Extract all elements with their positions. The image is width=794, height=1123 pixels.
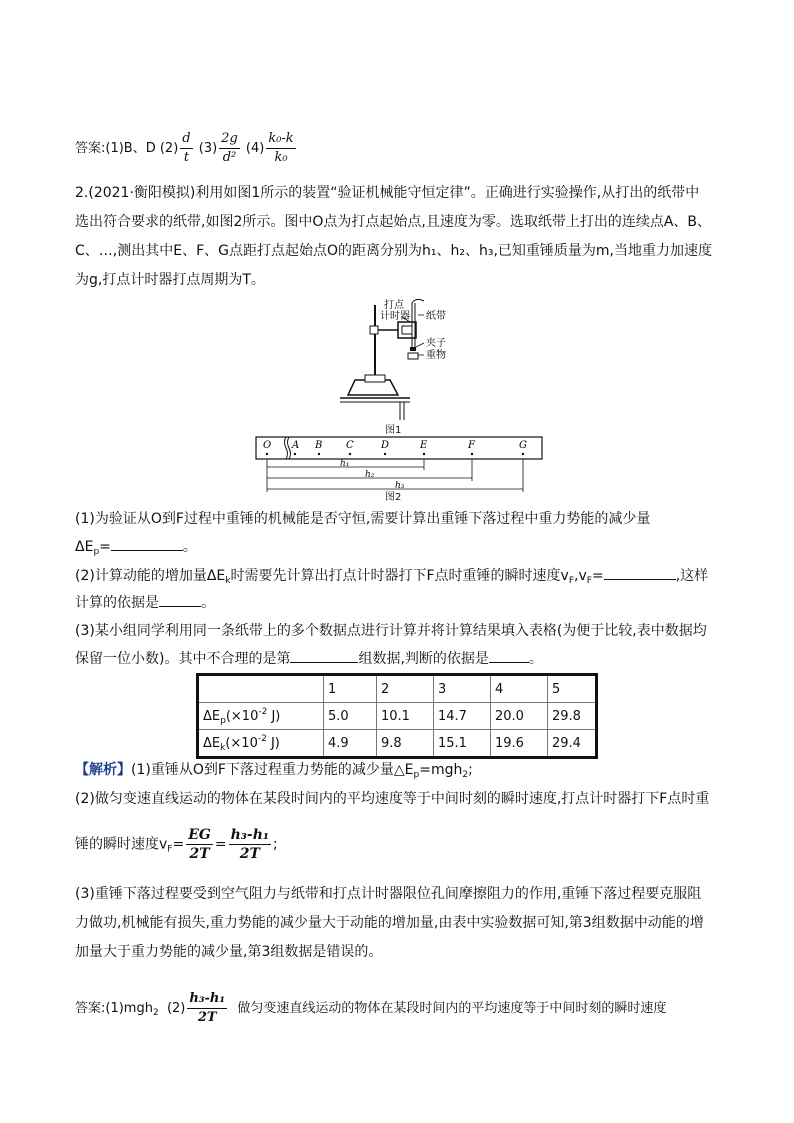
solution-s2-tail: ; [273,836,278,853]
solution-s1-sub: p [413,770,420,780]
label-weight: 重物 [426,350,446,361]
fraction-answer-velocity [187,990,227,1027]
solution-s1-sub2: 2 [462,770,469,780]
answer-1 [75,130,298,167]
q2-line-2 [75,592,215,613]
answer-2-prefix: 答案:(1)mgh [75,1001,153,1016]
table-cell: 5.0 [324,703,377,730]
label-timer-2: 计时器 [380,311,410,322]
problem-line-2: 选出符合要求的纸带,如图2所示。图中O点为打点起始点,且速度为零。选取纸带上打出的连续点A、B、 [75,214,712,230]
answer-2-tail: 做匀变速直线运动的物体在某段时间内的平均速度等于中间时刻的瞬时速度 [229,1001,667,1016]
figure-1-apparatus [340,295,470,420]
q2-text-e: ,这样 [675,568,709,584]
problem-line-1: 2.(2021·衡阳模拟)利用如图1所示的装置“验证机械能守恒定律”。正确进行实验操作,从打出的纸带中 [75,185,700,201]
table-row [198,730,597,758]
q2-text-b: 时需要先计算出打点计时器打下F点时重锤的瞬时速度v [230,568,569,584]
table-cell: 9.8 [377,730,434,758]
row-unit-exp: -2 [257,733,267,744]
table-cell: 20.0 [491,703,548,730]
table-header-cell: 5 [548,675,597,703]
table-cell: 29.8 [548,703,597,730]
label-clip: 夹子 [426,338,446,349]
fraction-numerator: h₃-h₁ [187,990,227,1009]
row-label-sub: k [220,742,226,753]
answer-1-prefix: 答案:(1)B、D (2) [75,141,179,156]
q3-group-blank[interactable] [290,648,358,663]
table-row-label [198,703,324,730]
solution-line-5: 力做功,机械能有损失,重力势能的减少量大于动能的增加量,由表中实验数据可知,第3组数据中动能的增 [75,915,704,931]
solution-tag: 【解析】 [75,762,131,778]
solution-line-1 [75,760,473,785]
table-header-cell [198,675,324,703]
row-unit-exp: -2 [258,706,268,717]
row-label-sub: p [220,715,226,726]
figure-2-caption: 图2 [385,492,402,503]
q2-text-a: (2)计算动能的增加量ΔE [75,568,226,584]
fraction-k-ratio [266,130,295,167]
tape-point-O: O [263,440,272,451]
q2-equals: = [591,568,604,584]
q2-text-c: ,v [574,568,587,584]
answer-1-part3: (3) [198,141,218,156]
answer-1-part4: (4) [245,141,265,156]
tape-point-A: A [292,440,300,451]
figure-1-caption: 图1 [385,425,402,436]
table-header-cell: 2 [377,675,434,703]
q3-end: 。 [528,651,543,667]
solution-line-6: 加量大于重力势能的减少量,第3组数据是错误的。 [75,944,383,960]
fraction-numerator: d [180,130,192,149]
fraction-numerator: k₀-k [266,130,295,149]
q1-line-2 [75,536,197,562]
table-header-row [198,675,597,703]
table-row-label [198,730,324,758]
solution-s2-pre: 锤的瞬时速度v [75,836,168,853]
tape-point-F: F [468,440,475,451]
fraction-denominator: 2T [189,846,210,862]
q1-answer-blank[interactable] [111,536,183,551]
fraction-2g-over-d2 [219,130,240,167]
fraction-d-over-t [180,130,192,167]
row-label-text: ΔE [203,735,221,751]
label-h1: h₁ [340,459,350,469]
row-unit-post: J) [266,735,280,751]
answer-2-mid: (2) [158,1001,186,1016]
fraction-denominator: 2T [197,1010,217,1025]
table-cell: 4.9 [324,730,377,758]
solution-line-3 [75,826,278,863]
fraction-h3-h1-over-2t [229,826,271,863]
table-cell: 14.7 [434,703,491,730]
solution-s1: (1)重锤从O到F下落过程重力势能的减少量△E [131,762,414,778]
table-header-cell: 3 [434,675,491,703]
table-header-cell: 1 [324,675,377,703]
row-unit-post: J) [267,708,281,724]
row-label-text: ΔE [203,708,221,724]
q1-end: 。 [182,539,197,555]
q3-text-b: 组数据,判断的依据是 [358,651,489,667]
fraction-denominator: t [183,150,190,165]
table-cell: 29.4 [548,730,597,758]
table-cell: 10.1 [377,703,434,730]
fraction-numerator: EG [188,827,211,843]
q2-sub-f: F [568,576,575,586]
q2-basis-blank[interactable] [159,592,201,607]
fraction-numerator: h₃-h₁ [230,827,270,843]
fraction-denominator: d² [222,150,237,165]
q2-sub-f2: F [586,576,592,586]
data-table [196,673,598,759]
table-cell: 15.1 [434,730,491,758]
tape-point-B: B [315,440,323,451]
solution-s1-end: =mgh [419,762,463,778]
q2-line-1 [75,565,708,591]
q1-delta-e: ΔE [75,539,94,555]
fraction-denominator: k₀ [274,150,288,165]
q2-velocity-blank[interactable] [604,565,676,580]
label-timer-1: 打点 [384,300,404,311]
table-header-cell: 4 [491,675,548,703]
q1-line-1: (1)为验证从O到F过程中重锤的机械能是否守恒,需要计算出重锤下落过程中重力势能的减少量 [75,511,651,527]
solution-line-2: (2)做匀变速直线运动的物体在某段时间内的平均速度等于中间时刻的瞬时速度,打点计时器打下F点时重 [75,791,710,807]
fraction-numerator: 2g [219,130,240,149]
solution-s2-sub: F [167,844,173,855]
q2-basis-label: 计算的依据是 [75,595,159,611]
tape-point-C: C [346,440,354,451]
problem-line-3: C、…,测出其中E、F、G点距打点起始点O的距离分别为h₁、h₂、h₃,已知重锤质量为m,当地重力加速度 [75,243,712,259]
fraction-eg-over-2t [186,826,213,863]
solution-s1-tail: ; [468,762,473,778]
tape-point-D: D [381,440,390,451]
q3-text-a: 保留一位小数)。其中不合理的是第 [75,651,291,667]
q1-sub-p: p [93,547,100,557]
label-h3: h₃ [395,481,405,491]
label-tape: 纸带 [426,311,446,322]
table-cell: 19.6 [491,730,548,758]
q3-line-1: (3)某小组同学利用同一条纸带上的多个数据点进行计算并将计算结果填入表格(为便于比较,表中数据均 [75,623,707,639]
tape-point-E: E [420,440,428,451]
row-unit-pre: (×10 [225,708,259,724]
label-h2: h₂ [365,470,375,480]
row-unit-pre: (×10 [225,735,258,751]
answer-2-sub: 2 [152,1008,159,1018]
q2-sub-k: k [225,576,231,586]
q2-end: 。 [201,595,215,611]
answer-2 [75,990,666,1027]
table-row [198,703,597,730]
tape-point-G: G [519,440,527,451]
solution-s2-eq: = [172,836,185,853]
problem-line-4: 为g,打点计时器打点周期为T。 [75,272,265,288]
q3-line-2 [75,648,543,669]
fraction-denominator: 2T [239,846,260,862]
solution-s2-eq2: = [214,836,227,853]
q3-reason-blank[interactable] [489,648,529,663]
solution-line-4: (3)重锤下落过程要受到空气阻力与纸带和打点计时器限位孔间摩擦阻力的作用,重锤下落过程要克服阻 [75,886,702,902]
q1-equals: = [99,539,111,555]
